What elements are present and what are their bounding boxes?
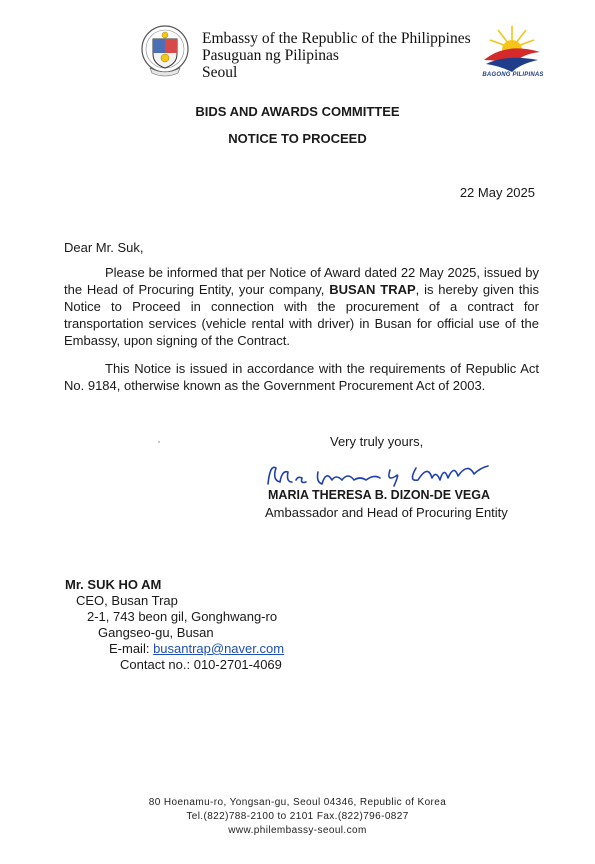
footer-phone-fax: Tel.(822)788-2100 to 2101 Fax.(822)796-0827 <box>186 811 409 822</box>
embassy-name-filipino: Pasuguan ng Pilipinas <box>202 47 339 64</box>
signer-title: Ambassador and Head of Procuring Entity <box>265 505 508 520</box>
addressee-position: CEO, Busan Trap <box>76 593 178 608</box>
body-paragraph-1 <box>64 264 539 349</box>
committee-heading: BIDS AND AWARDS COMMITTEE <box>195 104 400 119</box>
signer-name: MARIA THERESA B. DIZON-DE VEGA <box>268 488 490 502</box>
letterhead-text <box>202 30 471 81</box>
p1-text-end: , is hereby given this Notice to Proceed in connection with the procurement of a contract for transportation services (vehicle rental with driver) in Busan for official use of the Embassy, upon signing of the Contract. <box>64 282 539 348</box>
closing: Very truly yours, <box>330 434 424 449</box>
p1-text-start: Please be informed that per Notice of Award dated 22 May 2025, issued by the Head of Procuring Entity, your company, <box>64 265 539 297</box>
footer-website: www.philembassy-seoul.com <box>228 825 367 836</box>
addressee-email <box>65 641 284 657</box>
footer-address: 80 Hoenamu-ro, Yongsan-gu, Seoul 04346, Republic of Korea <box>148 797 447 808</box>
addressee-address-line-1: 2-1, 743 beon gil, Gonghwang-ro <box>87 609 278 624</box>
addressee-name: Mr. SUK HO AM <box>65 577 162 592</box>
embassy-name: Embassy of the Republic of the Philippines <box>202 30 471 47</box>
salutation: Dear Mr. Suk, <box>64 240 144 255</box>
addressee-block <box>65 577 284 673</box>
email-link[interactable]: busantrap@naver.com <box>153 641 285 656</box>
email-label: E-mail: <box>109 641 154 656</box>
philippine-seal-icon <box>140 24 190 78</box>
addressee-address-line-2: Gangseo-gu, Busan <box>98 625 214 640</box>
letter-date: 22 May 2025 <box>459 185 535 200</box>
embassy-city: Seoul <box>202 64 238 81</box>
footer <box>0 796 595 838</box>
scan-speck <box>158 441 160 443</box>
addressee-contact: Contact no.: 010-2701-4069 <box>120 657 282 672</box>
notice-title: NOTICE TO PROCEED <box>228 131 367 146</box>
body-paragraph-2: This Notice is issued in accordance with the requirements of Republic Act No. 9184, otherwise known as the Government Procurement Act of 2003. <box>64 361 539 393</box>
company-name: BUSAN TRAP <box>329 282 416 297</box>
bagong-pilipinas-text: BAGONG PILIPINAS <box>482 72 544 78</box>
